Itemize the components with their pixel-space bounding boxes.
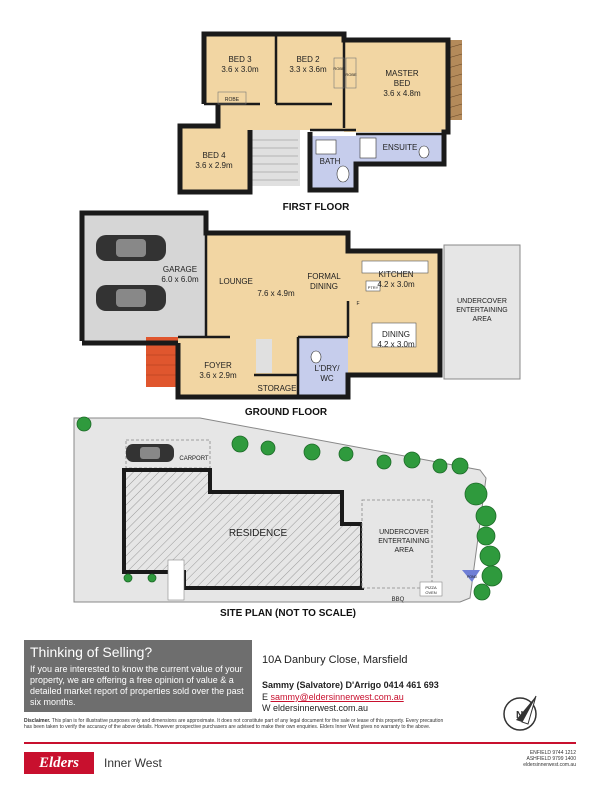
site-entry-path [168,560,184,600]
bath-vanity [316,140,336,154]
bed3-size: 3.6 x 3.0m [221,65,259,74]
pantry-label: PTRY [367,285,379,290]
agent-email-link[interactable]: sammy@eldersinnerwest.com.au [270,692,404,702]
carport-label: CARPORT [179,456,209,462]
car-1 [96,235,166,261]
pond-label: POND [466,575,478,579]
formal-label-2: DINING [310,282,338,291]
office-contacts [520,750,576,768]
bed4-label: BED 4 [202,151,226,160]
ensuite-toilet [419,146,429,158]
master-size: 3.6 x 4.8m [383,89,421,98]
dining-size: 4.2 x 3.0m [377,340,415,349]
footer-web[interactable]: eldersinnerwest.com.au [523,762,576,768]
bed4-size: 3.6 x 2.9m [195,161,233,170]
agency-web-link[interactable]: eldersinnerwest.com.au [273,703,369,713]
robe-label-1: ROBE [224,97,240,103]
bed2-size: 3.3 x 3.6m [289,65,327,74]
bed3-label: BED 3 [228,55,252,64]
fridge-label: F [356,301,360,307]
first-floor-plan [0,0,600,215]
formal-label-1: FORMAL [307,272,341,281]
bath-label: BATH [319,157,341,166]
garage-size: 6.0 x 6.0m [161,275,199,284]
kitchen-size: 4.2 x 3.0m [377,280,415,289]
promo-box [24,640,252,712]
north-compass-icon [496,690,548,736]
robe-label-3: ROBE [345,72,357,77]
ensuite-shower [360,138,376,158]
disclaimer-text: This plan is for illustrative purposes only and dimensions are approximate. It does not constitute part of any legal document for the sale or lease of this property. Every precaution has been taken to verify the accuracy of the above details. However prospective purchasers are advised to make their own enquiries. Elders Inner West gives no warranty to the above. [24,718,444,730]
pizza-label-2: OVEN [425,590,437,595]
bed2-label: BED 2 [296,55,320,64]
enfield-label: ENFIELD [529,750,551,756]
residence-label: RESIDENCE [228,528,288,539]
agent-name-phone: Sammy (Salvatore) D'Arrigo 0414 461 693 [262,680,439,690]
ground-floor-title: GROUND FLOOR [244,407,328,418]
ensuite-label: ENSUITE [382,143,418,152]
stairs [250,130,300,186]
pizza-label-1: PIZZA [425,585,437,590]
foyer-label: FOYER [204,361,232,370]
office-name: Inner West [104,756,162,770]
wc-toilet [311,351,321,363]
ashfield-label: ASHFIELD [526,756,551,762]
garage-label: GARAGE [162,265,198,274]
disclaimer-label: Disclaimer. [24,718,51,724]
bbq-label: BBQ [391,597,405,603]
site-plan-title: SITE PLAN (NOT TO SCALE) [220,608,356,619]
promo-text: If you are interested to know the current value of your property, we are offering a free opinion of value & a detailed market report of properties sold over the past six months. [30,664,244,707]
first-floor-title: FIRST FLOOR [282,202,350,213]
hallway [218,104,344,130]
listing-address: 10A Danbury Close, Marsfield [262,654,408,666]
svg-text:N: N [516,710,524,721]
lounge-size: 7.6 x 4.9m [257,289,295,298]
promo-title: Thinking of Selling? [30,644,153,660]
elders-logo: Elders [24,752,94,774]
web-line [262,703,368,713]
site-undercover-3: AREA [394,547,414,554]
enfield-phone: 9744 1212 [552,750,576,756]
undercover-label-3: AREA [472,316,492,323]
robe-label-2: ROBE [333,66,345,71]
lounge-label: LOUNGE [219,277,253,286]
laundry-label-1: L'DRY/ [314,364,340,373]
dining-label: DINING [382,330,410,339]
web-prefix: W [262,703,271,713]
footer-rule [24,742,576,744]
carport-car [126,444,174,462]
master-label-1: MASTER [385,69,419,78]
site-undercover-2: ENTERTAINING [378,538,430,545]
ground-stairs [256,339,272,373]
ashfield-phone: 9799 1400 [552,756,576,762]
laundry-label-2: WC [320,374,334,383]
storage-label: STORAGE [257,384,297,393]
undercover-label-2: ENTERTAINING [456,307,508,314]
site-plan [0,410,600,620]
foyer-size: 3.6 x 2.9m [199,371,237,380]
bath-toilet [337,166,349,182]
email-line [262,692,404,702]
site-undercover-1: UNDERCOVER [379,529,429,536]
undercover-label-1: UNDERCOVER [457,298,507,305]
master-label-2: BED [393,79,411,88]
email-prefix: E [262,692,269,702]
car-2 [96,285,166,311]
disclaimer [24,718,444,730]
ground-floor-plan [0,205,600,420]
kitchen-label: KITCHEN [378,270,414,279]
